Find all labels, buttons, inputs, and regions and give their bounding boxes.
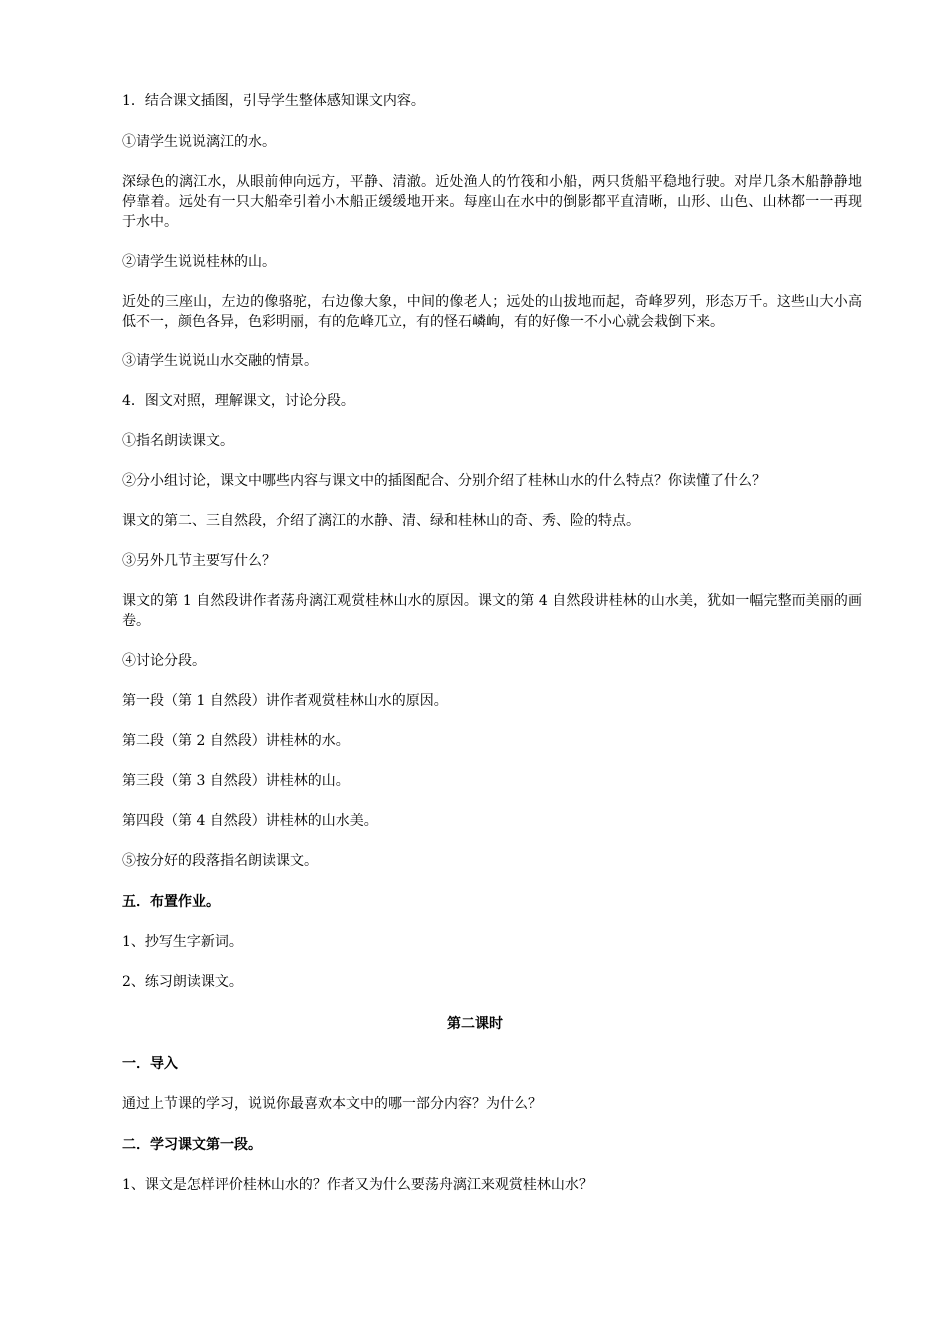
intro-heading: 一．导入 bbox=[122, 1056, 178, 1072]
read-aloud: ①指名朗读课文。 bbox=[122, 433, 234, 449]
intro-question: 通过上节课的学习，说说你最喜欢本文中的哪一部分内容？为什么？ bbox=[122, 1096, 542, 1112]
other-sections-question: ③另外几节主要写什么？ bbox=[122, 553, 276, 569]
prompt-scene: ③请学生说说山水交融的情景。 bbox=[122, 353, 318, 369]
prompt-mountain: ②请学生说说桂林的山。 bbox=[122, 254, 276, 270]
section-4: 第四段（第 4 自然段）讲桂林的山水美。 bbox=[122, 813, 378, 829]
lesson-2-title: 第二课时 bbox=[447, 1016, 503, 1032]
group-discussion: ②分小组讨论，课文中哪些内容与课文中的插图配合、分别介绍了桂林山水的什么特点？你读懂了什么？ bbox=[122, 473, 766, 489]
step-1-heading: 1．结合课文插图，引导学生整体感知课文内容。 bbox=[122, 93, 425, 109]
discuss-sections: ④讨论分段。 bbox=[122, 653, 206, 669]
paragraph-1-4-summary: 课文的第 1 自然段讲作者荡舟漓江观赏桂林山水的原因。课文的第 4 自然段讲桂林的山水美，犹如一幅完整而美丽的画卷。 bbox=[122, 593, 862, 629]
section-1: 第一段（第 1 自然段）讲作者观赏桂林山水的原因。 bbox=[122, 693, 448, 709]
study-section-1-heading: 二．学习课文第一段。 bbox=[122, 1137, 262, 1153]
section-3: 第三段（第 3 自然段）讲桂林的山。 bbox=[122, 773, 350, 789]
step-4-heading: 4．图文对照，理解课文，讨论分段。 bbox=[122, 393, 355, 409]
prompt-water: ①请学生说说漓江的水。 bbox=[122, 134, 276, 150]
homework-2: 2、练习朗读课文。 bbox=[122, 974, 243, 990]
homework-1: 1、抄写生字新词。 bbox=[122, 934, 243, 950]
water-description: 深绿色的漓江水，从眼前伸向远方，平静、清澈。近处渔人的竹筏和小船，两只货船平稳地行驶。对岸几条木船静静地停靠着。远处有一只大船牵引着小木船正缓缓地开来。每座山在水中的倒影都平直清晰，山形、山色、山林都一一再现于水中。 bbox=[122, 174, 862, 230]
section-2: 第二段（第 2 自然段）讲桂林的水。 bbox=[122, 733, 350, 749]
study-question-1: 1、课文是怎样评价桂林山水的？作者又为什么要荡舟漓江来观赏桂林山水？ bbox=[122, 1177, 593, 1193]
paragraph-2-3-summary: 课文的第二、三自然段，介绍了漓江的水静、清、绿和桂林山的奇、秀、险的特点。 bbox=[122, 513, 640, 529]
mountain-description: 近处的三座山，左边的像骆驼，右边像大象，中间的像老人；远处的山拔地而起，奇峰罗列，形态万千。这些山大小高低不一，颜色各异，色彩明丽，有的危峰兀立，有的怪石嶙峋，有的好像一不小心就会栽倒下来。 bbox=[122, 294, 862, 330]
read-by-section: ⑤按分好的段落指名朗读课文。 bbox=[122, 853, 318, 869]
homework-heading: 五．布置作业。 bbox=[122, 894, 220, 910]
